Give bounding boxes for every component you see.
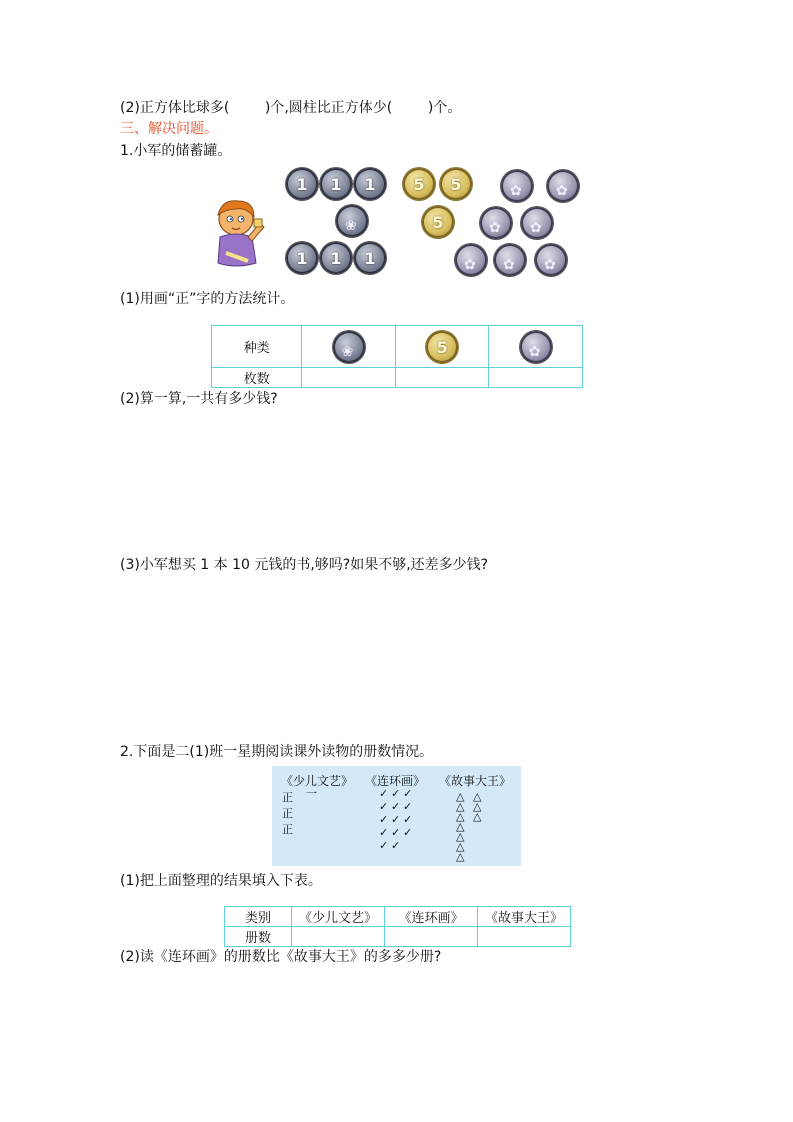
- check-mark: ✓: [391, 839, 401, 852]
- five-jiao-coin: 5: [422, 206, 454, 238]
- answer-cell[interactable]: [478, 927, 571, 947]
- triangle-mark: △: [456, 800, 465, 813]
- triangle-mark: △: [473, 810, 482, 823]
- problem-2-question-2: (2)读《连环画》的册数比《故事大王》的多多少册?: [120, 949, 442, 965]
- one-jiao-coin: ✿: [521, 207, 553, 239]
- reading-count-table: [224, 906, 571, 947]
- five-jiao-coin: 5: [426, 331, 458, 363]
- one-jiao-coin: ✿: [480, 207, 512, 239]
- one-jiao-coin: ✿: [455, 244, 487, 276]
- one-jiao-coin: ✿: [520, 331, 552, 363]
- tally-mark: 正: [282, 791, 293, 804]
- one-yuan-coin: 1: [354, 242, 386, 274]
- one-yuan-coin: 1: [320, 242, 352, 274]
- section-heading-solve-problems: 三、解决问题。: [120, 121, 218, 137]
- answer-cell[interactable]: [489, 368, 583, 388]
- check-mark: ✓: [379, 826, 389, 839]
- tally-mark: 正: [282, 823, 293, 836]
- one-jiao-coin: ✿: [535, 244, 567, 276]
- record-header-story-king: 《故事大王》: [439, 774, 512, 788]
- triangle-mark: △: [456, 790, 465, 803]
- table-header-comic: 《连环画》: [385, 907, 478, 927]
- answer-cell[interactable]: [292, 927, 385, 947]
- triangle-mark: △: [456, 850, 465, 863]
- reading-record-box: [272, 766, 521, 866]
- one-yuan-coin: 1: [354, 168, 386, 200]
- answer-cell[interactable]: [385, 927, 478, 947]
- table-header-story-king: 《故事大王》: [478, 907, 571, 927]
- tally-mark: 正: [282, 807, 293, 820]
- check-mark: ✓: [391, 813, 401, 826]
- coin-count-table: [211, 325, 583, 388]
- fill-in-question-2: (2)正方体比球多( )个,圆柱比正方体少( )个。: [120, 100, 462, 116]
- one-jiao-coin: ✿: [501, 170, 533, 202]
- check-mark: ✓: [379, 813, 389, 826]
- one-yuan-coin: 1: [286, 168, 318, 200]
- triangle-mark: △: [456, 840, 465, 853]
- table-cell-one-yuan: [302, 326, 396, 368]
- check-mark: ✓: [379, 800, 389, 813]
- boy-illustration: [208, 197, 266, 271]
- tally-mark-extra: 一: [306, 787, 317, 800]
- triangle-mark: △: [473, 800, 482, 813]
- check-mark: ✓: [379, 839, 389, 852]
- problem-1-question-2: (2)算一算,一共有多少钱?: [120, 391, 278, 407]
- problem-2-title: 2.下面是二(1)班一星期阅读课外读物的册数情况。: [120, 744, 434, 760]
- check-mark: ✓: [391, 787, 401, 800]
- triangle-mark: △: [456, 810, 465, 823]
- problem-1-title: 1.小军的储蓄罐。: [120, 143, 232, 159]
- one-yuan-coin-flower: ❀: [333, 331, 365, 363]
- five-jiao-coin: 5: [403, 168, 435, 200]
- triangle-mark: △: [473, 790, 482, 803]
- table-row-label-kind: 种类: [212, 326, 302, 368]
- problem-1-question-1: (1)用画“正”字的方法统计。: [120, 291, 295, 307]
- one-yuan-coin-flower: ❀: [336, 205, 368, 237]
- one-yuan-coin: 1: [320, 168, 352, 200]
- one-jiao-coin: ✿: [547, 170, 579, 202]
- check-mark: ✓: [379, 787, 389, 800]
- table-header-category: 类别: [225, 907, 292, 927]
- one-jiao-coin: ✿: [494, 244, 526, 276]
- table-cell-five-jiao: [395, 326, 489, 368]
- table-row-label-count: 枚数: [212, 368, 302, 388]
- check-mark: ✓: [403, 813, 413, 826]
- answer-cell[interactable]: [395, 368, 489, 388]
- five-jiao-coin: 5: [440, 168, 472, 200]
- check-mark: ✓: [403, 787, 413, 800]
- table-header-youth-literature: 《少儿文艺》: [292, 907, 385, 927]
- record-header-youth-literature: 《少儿文艺》: [281, 774, 354, 788]
- problem-2-question-1: (1)把上面整理的结果填入下表。: [120, 873, 322, 889]
- table-row-label-volumes: 册数: [225, 927, 292, 947]
- one-yuan-coin: 1: [286, 242, 318, 274]
- check-mark: ✓: [391, 800, 401, 813]
- answer-cell[interactable]: [302, 368, 396, 388]
- problem-1-question-3: (3)小军想买 1 本 10 元钱的书,够吗?如果不够,还差多少钱?: [120, 557, 489, 573]
- record-header-comic: 《连环画》: [365, 774, 426, 788]
- check-mark: ✓: [391, 826, 401, 839]
- check-mark: ✓: [403, 800, 413, 813]
- triangle-mark: △: [456, 820, 465, 833]
- triangle-mark: △: [456, 830, 465, 843]
- table-cell-one-jiao: [489, 326, 583, 368]
- check-mark: ✓: [403, 826, 413, 839]
